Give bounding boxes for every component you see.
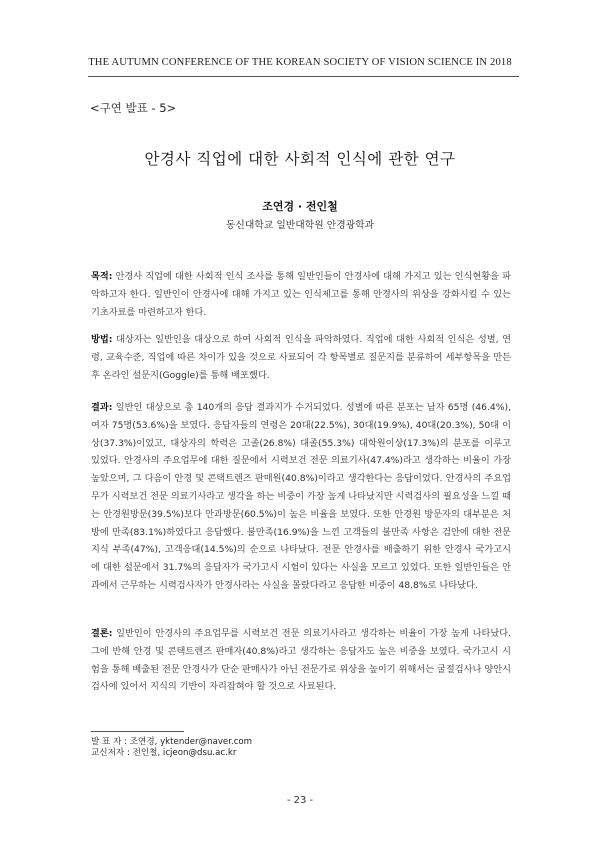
result-text: 일반인 대상으로 총 140개의 응답 결과지가 수거되었다. 성별에 따른 분포는 남자 65명 (46.4%), 여자 75명(53.6%)을 보였다. 응답자들의 연령은 20대(22.5%), 30대(19.9%), 40대(20.3%), 50대 이상(37.3%)이었고, 대상자의 학력은 고졸(26.8%) 대졸(55.3%) 대학원이상(17.3%)의 분포를 이루고 있었다. 안경사의 주요업무에 대한 질문에서 시력보건 전문 의료기사(47.4%)라고 생각하는 비율이 가장 높았으며, 그 다음이 안경 및 콘택트렌즈 판매원(40.8%)이라고 생각한다는 응답이었다. 안경사의 주요업무가 시력보건 전문 의료기사라고 생각을 하는 비중이 가장 높게 나타났지만 시력검사의 필요성을 느낄 때는 안경원방문(39.5%)보다 안과방문(60.5%)이 높은 비율을 보였다. 또한 안경원 방문자의 대부분은 처방에 만족(83.1%)하였다고 응답했다. 불만족(16.9%)을 느낀 고객들의 불만족 사항은 검안에 대한 전문지식 부족(47%), 고객응대(14.5%)의 순으로 나타났다. 전문 안경사를 배출하기 위한 안경사 국가고시 에 대한 설문에서 31.7%의 응답자가 국가고시 시험이 있다는 사실을 모르고 있었다. 또한 일반인들은 안과에서 근무하는 시력검사자가 안경사라는 사실을 몰랐다라고 응답한 비중이 48.8%로 나타났다. — [91, 402, 511, 591]
abstract-result — [91, 399, 511, 595]
paper-title: 안경사 직업에 대한 사회적 인식에 관한 연구 — [144, 150, 456, 168]
header-divider — [88, 76, 519, 77]
author-affiliation: 동신대학교 일반대학원 안경광학과 — [225, 220, 375, 231]
abstract-purpose — [91, 268, 511, 321]
method-label: 방법: — [91, 334, 113, 345]
footnote-presenter: 발 표 자 : 조연경, yktender@naver.com — [91, 737, 253, 747]
method-text: 대상자는 일반인을 대상으로 하여 사회적 인식을 파악하였다. 직업에 대한 사회적 인식은 성별, 연령, 교육수준, 직업에 따른 차이가 있을 것으로 사료되어 각 항목별로 질문지를 분류하여 세부항목을 만든 후 온라인 설문지(Goggle)를 통해 배포했다. — [91, 334, 511, 381]
footnote-corresponding-author: 교신저자 : 전인철, icjeon@dsu.ac.kr — [91, 748, 237, 758]
abstract-method — [91, 331, 511, 384]
abstract-conclusion — [91, 625, 511, 696]
page-number: - 23 - — [286, 795, 314, 806]
purpose-label: 목적: — [91, 271, 113, 282]
author-names: 조연경 · 전인철 — [262, 200, 338, 213]
conclusion-label: 결론: — [91, 628, 113, 639]
conclusion-text: 일반인이 안경사의 주요업무를 시력보건 전문 의료기사라고 생각하는 비율이 가장 높게 나타났다. 그에 반해 안경 및 콘택트렌즈 판매자(40.8%)라고 생각하는 응답자도 높은 비중을 보였다. 국가고시 시험을 통해 배출된 전문 안경사가 단순 판매사가 아닌 전문가로 위상을 높이기 위해서는 굴절검사나 양안시검사에 있어서 지식의 기반이 자리잡혀야 할 것으로 사료된다. — [91, 628, 511, 693]
session-label: <구연 발표 - 5> — [90, 101, 177, 115]
footnote-divider — [91, 731, 184, 732]
purpose-text: 안경사 직업에 대한 사회적 인식 조사를 통해 일반인들이 안경사에 대해 가지고 있는 인식현황을 파악하고자 한다. 일반인이 안경사에 대해 가지고 있는 인식제고를 통해 안경사의 위상을 강화시킬 수 있는 기초자료를 마련하고자 한다. — [91, 271, 511, 318]
running-header: THE AUTUMN CONFERENCE OF THE KOREAN SOCIETY OF VISION SCIENCE IN 2018 — [88, 57, 512, 68]
result-label: 결과: — [91, 402, 113, 413]
